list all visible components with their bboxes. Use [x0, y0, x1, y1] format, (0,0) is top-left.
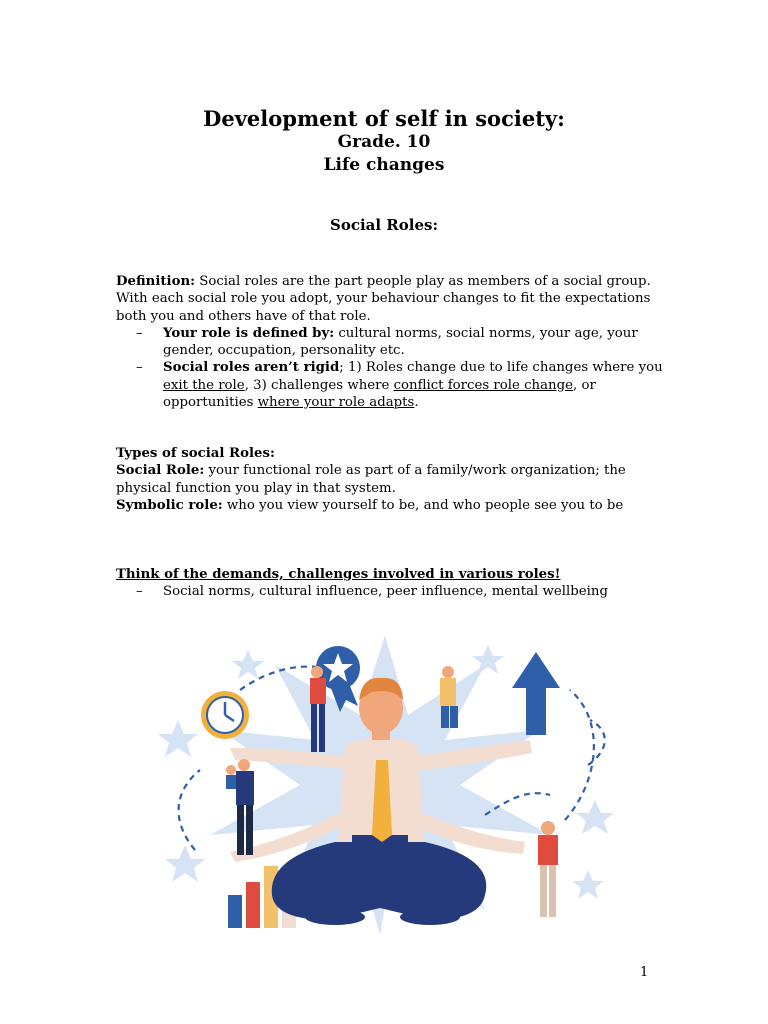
think-heading: Think of the demands, challenges involved in various roles! [116, 567, 561, 582]
bullet-text: . [414, 395, 419, 411]
underlined-phrase: where your role adapts [257, 395, 415, 411]
up-arrow-graphic [512, 652, 560, 735]
definition-label: Definition: [116, 274, 196, 289]
bullet-text: cultural norms, social norms, your age, your [334, 325, 638, 341]
parent-with-child-figure [226, 759, 254, 855]
definition-line2: With each social role you adopt, your behaviour changes to fit the expectations [116, 291, 651, 307]
definition-line3: both you and others have of that role. [116, 308, 371, 324]
grade-heading: Grade. 10 [337, 132, 431, 152]
bullet-text: gender, occupation, personality etc. [163, 343, 405, 359]
bullet-label: Your role is defined by: [163, 325, 335, 341]
bullet-text: ; 1) Roles change due to life changes where you [339, 360, 663, 376]
subtitle-heading: Life changes [323, 155, 445, 175]
dash-bullet: – [136, 325, 143, 341]
symbolic-role-label: Symbolic role: [116, 497, 223, 513]
underlined-phrase: conflict forces role change [393, 377, 573, 393]
types-block [116, 445, 656, 514]
singer-figure [538, 821, 558, 917]
bullet-text: , 3) challenges where [244, 377, 394, 393]
document-title: Development of self in society: [203, 106, 565, 131]
think-bullet [116, 583, 656, 600]
definition-block [116, 273, 663, 411]
bullet-text: Social norms, cultural influence, peer influence, mental wellbeing [163, 584, 608, 600]
symbolic-role-text: who you view yourself to be, and who people see you to be [222, 497, 624, 513]
dash-bullet: – [136, 584, 143, 600]
figure-walking [440, 666, 458, 728]
bullet-roles-not-rigid [116, 359, 663, 411]
types-heading: Types of social Roles: [116, 446, 275, 461]
page-number: 1 [640, 965, 649, 980]
bullet-text: , or [573, 377, 596, 393]
social-role-label: Social Role: [116, 463, 205, 479]
social-roles-illustration [140, 620, 620, 945]
bullet-label: Social roles aren’t rigid [163, 360, 340, 376]
underlined-phrase: exit the role [163, 377, 245, 393]
definition-line1: Social roles are the part people play as members of a social group. [195, 274, 651, 289]
social-role-text: your functional role as part of a family/work organization; the [204, 463, 626, 479]
section-heading: Social Roles: [329, 216, 438, 234]
social-role-text: physical function you play in that system. [116, 480, 396, 496]
think-block [116, 566, 656, 601]
dash-bullet: – [136, 360, 143, 376]
clock-graphic [201, 691, 249, 739]
bullet-text: opportunities [163, 395, 258, 411]
bullet-role-defined [116, 325, 656, 360]
